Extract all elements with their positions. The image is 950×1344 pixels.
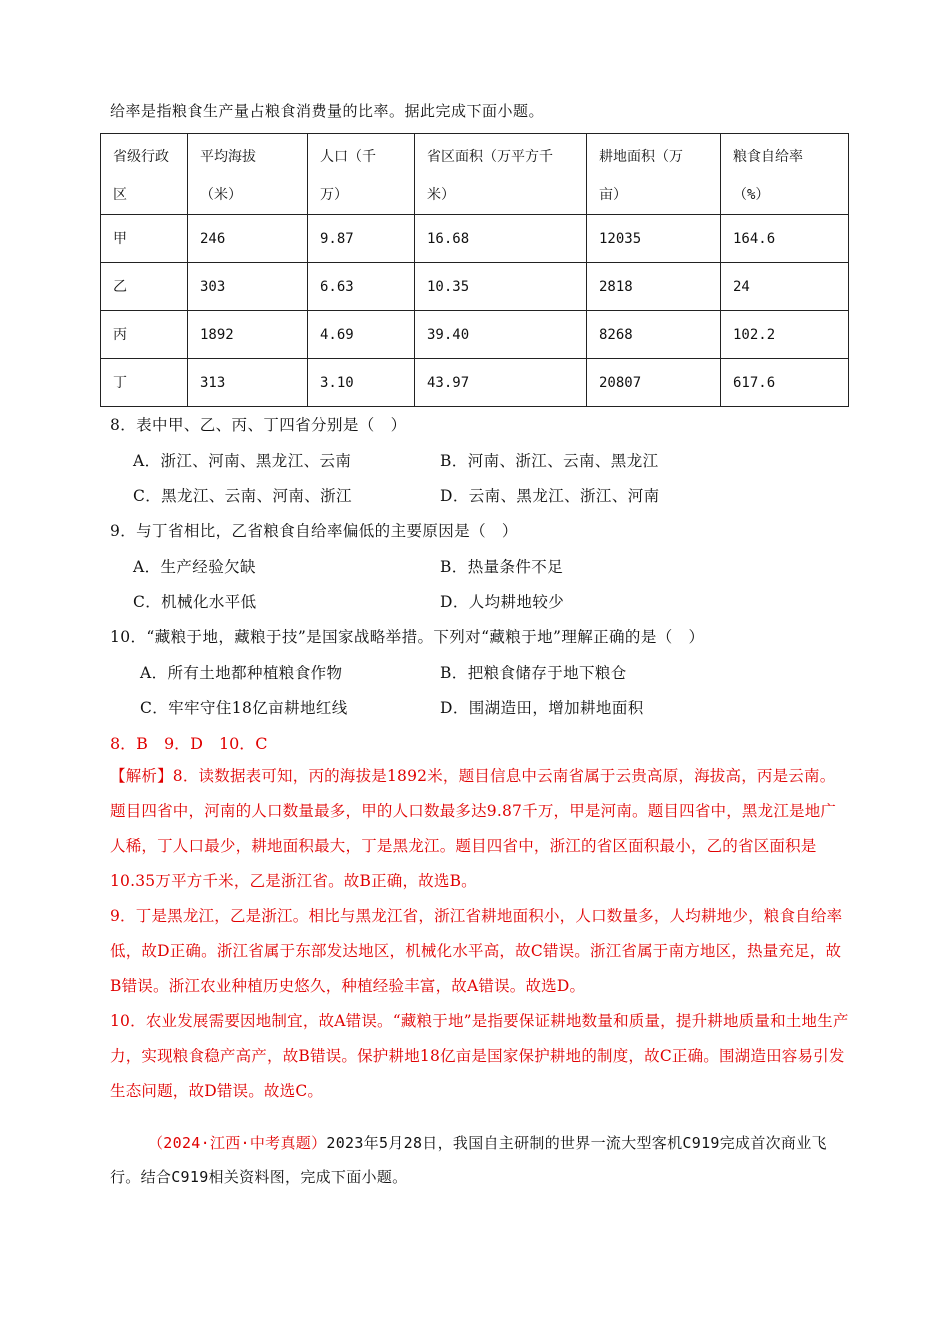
question-9-option-d: D．人均耕地较少 (440, 593, 565, 611)
table-cell: 乙 (101, 263, 188, 311)
table-cell: 43.97 (415, 359, 587, 407)
province-data-table (100, 133, 849, 407)
table-header-cell: 省区面积（万平方千 米） (415, 134, 587, 215)
table-cell: 3.10 (308, 359, 415, 407)
question-8-option-a: A．浙江、河南、黑龙江、云南 (133, 452, 352, 470)
table-cell: 10.35 (415, 263, 587, 311)
question-9-stem: 9．与丁省相比，乙省粮食自给率偏低的主要原因是（ ） (110, 522, 518, 540)
table-cell: 2818 (587, 263, 721, 311)
intro-text: 给率是指粮食生产量占粮食消费量的比率。据此完成下面小题。 (110, 102, 545, 120)
table-cell: 39.40 (415, 311, 587, 359)
table-cell: 164.6 (721, 215, 849, 263)
question-10-option-c: C．牢牢守住18亿亩耕地红线 (140, 699, 348, 717)
table-cell: 丁 (101, 359, 188, 407)
next-question-intro (110, 1126, 850, 1194)
table-header-cell: 平均海拔 （米） (188, 134, 308, 215)
explanation-paragraph-10: 10．农业发展需要因地制宜，故A错误。“藏粮于地”是指要保证耕地数量和质量，提升耕地质量和土地生产力，实现粮食稳产高产，故B错误。保护耕地18亿亩是国家保护耕地的制度，故C正确。围湖造田容易引发生态问题，故D错误。故选C。 (110, 1012, 849, 1100)
table-row (101, 263, 849, 311)
table-cell: 8268 (587, 311, 721, 359)
question-8-option-b: B．河南、浙江、云南、黑龙江 (440, 452, 659, 470)
exam-source-tag: （2024·江西·中考真题） (148, 1134, 327, 1152)
table-cell: 313 (188, 359, 308, 407)
explanation-paragraph-8: 【解析】8．读数据表可知，丙的海拔是1892米，题目信息中云南省属于云贵高原，海拔高，丙是云南。题目四省中，河南的人口数量最多，甲的人口数最多达9.87千万，甲是河南。题目四省中，黑龙江是地广人稀，丁人口最少，耕地面积最大，丁是黑龙江。题目四省中，浙江的省区面积最小，乙的省区面积是10.35万平方千米，乙是浙江省。故B正确，故选B。 (110, 767, 837, 890)
table-cell: 9.87 (308, 215, 415, 263)
question-9-option-c: C．机械化水平低 (133, 593, 257, 611)
table-cell: 24 (721, 263, 849, 311)
next-question-text: 2023年5月28日，我国自主研制的世界一流大型客机C919完成首次商业飞行。结合C919相关资料图，完成下面小题。 (110, 1134, 827, 1186)
table-cell: 102.2 (721, 311, 849, 359)
question-10-stem: 10．“藏粮于地，藏粮于技”是国家战略举措。下列对“藏粮于地”理解正确的是（ ） (110, 628, 705, 646)
question-10-option-a: A．所有土地都种植粮食作物 (140, 664, 343, 682)
table-header-cell: 粮食自给率 （%） (721, 134, 849, 215)
table-header-cell: 人口（千 万） (308, 134, 415, 215)
table-cell: 16.68 (415, 215, 587, 263)
table-header-row (101, 134, 849, 215)
table-cell: 甲 (101, 215, 188, 263)
table-row (101, 359, 849, 407)
table-cell: 丙 (101, 311, 188, 359)
table-cell: 20807 (587, 359, 721, 407)
explanation-block (110, 759, 850, 1109)
question-8-stem: 8．表中甲、乙、丙、丁四省分别是（ ） (110, 416, 407, 434)
table-header-cell: 省级行政 区 (101, 134, 188, 215)
table-cell: 303 (188, 263, 308, 311)
question-8-option-c: C．黑龙江、云南、河南、浙江 (133, 487, 352, 505)
table-cell: 617.6 (721, 359, 849, 407)
table-row (101, 215, 849, 263)
question-9-option-b: B．热量条件不足 (440, 558, 564, 576)
question-9-option-a: A．生产经验欠缺 (133, 558, 256, 576)
question-10-option-d: D．围湖造田，增加耕地面积 (440, 699, 644, 717)
table-cell: 4.69 (308, 311, 415, 359)
table-cell: 1892 (188, 311, 308, 359)
table-cell: 12035 (587, 215, 721, 263)
question-10-option-b: B．把粮食储存于地下粮仓 (440, 664, 627, 682)
table-cell: 246 (188, 215, 308, 263)
answer-key: 8．B 9．D 10．C (110, 734, 268, 753)
table-row (101, 311, 849, 359)
explanation-paragraph-9: 9．丁是黑龙江，乙是浙江。相比与黑龙江省，浙江省耕地面积小，人口数量多，人均耕地少，粮食自给率低，故D正确。浙江省属于东部发达地区，机械化水平高，故C错误。浙江省属于南方地区，热量充足，故B错误。浙江农业种植历史悠久，种植经验丰富，故A错误。故选D。 (110, 907, 843, 995)
table-cell: 6.63 (308, 263, 415, 311)
table-header-cell: 耕地面积（万 亩） (587, 134, 721, 215)
question-8-option-d: D．云南、黑龙江、浙江、河南 (440, 487, 660, 505)
